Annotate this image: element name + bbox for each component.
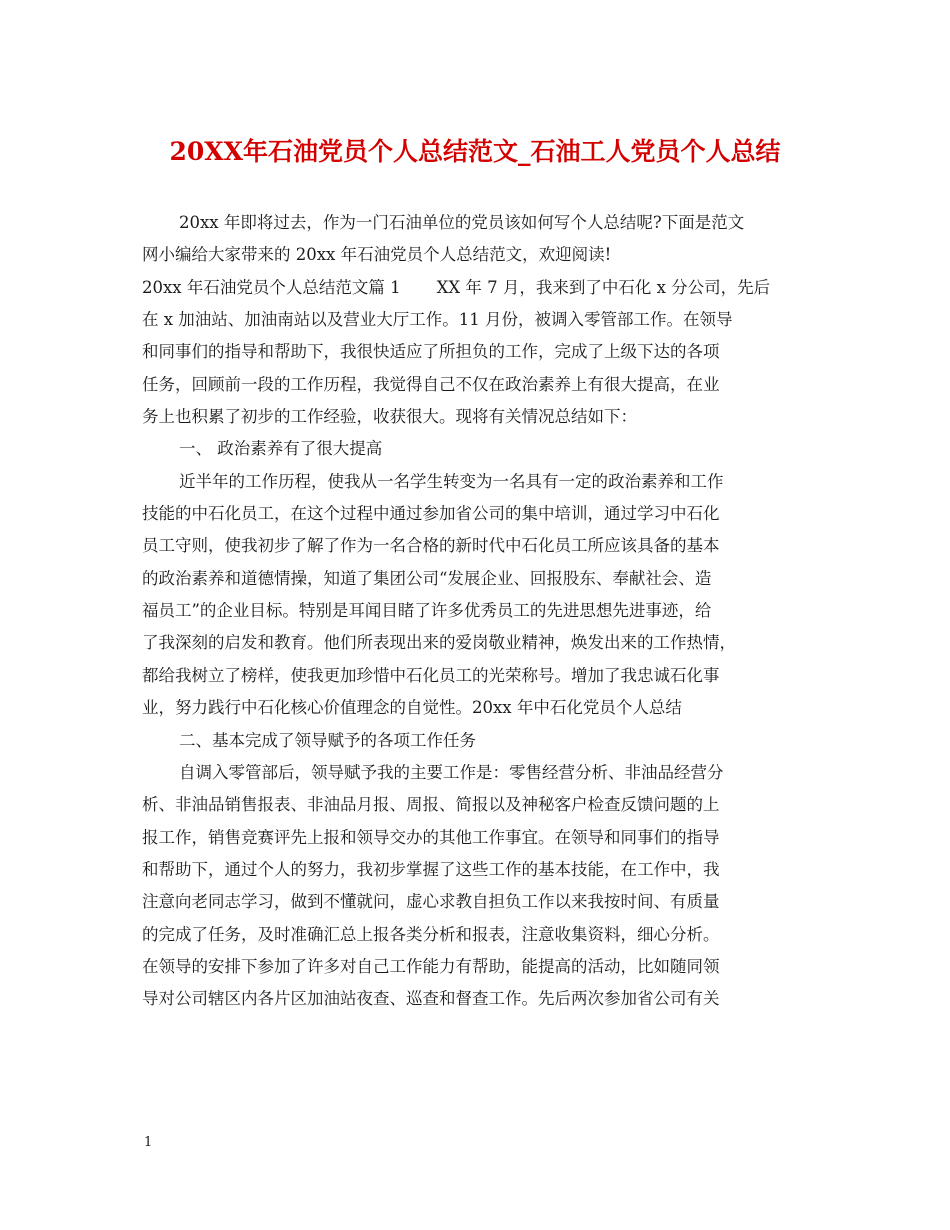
paragraph-line: 员工守则，使我初步了解了作为一名合格的新时代中石化员工所应该具备的基本: [142, 536, 720, 556]
paragraph-line: 务上也积累了初步的工作经验，收获很大。现将有关情况总结如下：: [142, 407, 637, 427]
section-heading: 一、 政治素养有了很大提高: [179, 439, 383, 459]
paragraph-line: 福员工”的企业目标。特别是耳闻目睹了许多优秀员工的先进思想先进事迹，给: [142, 601, 712, 621]
paragraph-line: 注意向老同志学习，做到不懂就问，虚心求教自担负工作以来我按时间、有质量: [142, 892, 720, 912]
paragraph-line: 都给我树立了榜样，使我更加珍惜中石化员工的光荣称号。增加了我忠诚石化事: [142, 665, 720, 685]
paragraph-line: 任务，回顾前一段的工作历程，我觉得自己不仅在政治素养上有很大提高，在业: [142, 374, 720, 394]
paragraph-line: [142, 272, 806, 304]
paragraph-line: 网小编给大家带来的 20xx 年石油党员个人总结范文，欢迎阅读!: [142, 245, 612, 265]
paragraph-line: 在 x 加油站、加油南站以及营业大厅工作。11 月份，被调入零管部工作。在领导: [142, 310, 733, 330]
paragraph-line: 业，努力践行中石化核心价值理念的自觉性。20xx 年中石化党员个人总结: [142, 698, 682, 718]
section-heading-inline: 20xx 年石油党员个人总结范文篇 1: [142, 277, 401, 297]
paragraph-line: 了我深刻的启发和教育。他们所表现出来的爱岗敬业精神，焕发出来的工作热情，: [142, 633, 736, 653]
paragraph-text: XX 年 7 月，我来到了中石化 x 分公司，先后: [436, 277, 771, 297]
paragraph-line: 和同事们的指导和帮助下，我很快适应了所担负的工作，完成了上级下达的各项: [142, 342, 720, 362]
paragraph-line: 析、非油品销售报表、非油品月报、周报、简报以及神秘客户检查反馈问题的上: [142, 795, 720, 815]
paragraph-line: 在领导的安排下参加了许多对自己工作能力有帮助，能提高的活动，比如随同领: [142, 956, 720, 976]
paragraph-line: 的政治素养和道德情操，知道了集团公司“发展企业、回报股东、奉献社会、造: [142, 568, 712, 588]
paragraph-line: 20xx 年即将过去，作为一门石油单位的党员该如何写个人总结呢?下面是范文: [179, 213, 745, 232]
paragraph-line: 导对公司辖区内各片区加油站夜查、巡查和督查工作。先后两次参加省公司有关: [142, 989, 720, 1009]
paragraph-line: 的完成了任务，及时准确汇总上报各类分析和报表，注意收集资料，细心分析。: [142, 924, 720, 944]
page-number: 1: [144, 1135, 153, 1150]
paragraph-line: 和帮助下，通过个人的努力，我初步掌握了这些工作的基本技能，在工作中，我: [142, 859, 720, 879]
paragraph-line: 自调入零管部后，领导赋予我的主要工作是：零售经营分析、非油品经营分: [179, 762, 724, 782]
document-title: 20XX年石油党员个人总结范文_石油工人党员个人总结: [169, 137, 781, 166]
paragraph-line: 技能的中石化员工，在这个过程中通过参加省公司的集中培训，通过学习中石化: [142, 504, 720, 524]
section-heading: 二、基本完成了领导赋予的各项工作任务: [179, 730, 476, 750]
document-body: [142, 207, 806, 1016]
paragraph-line: 近半年的工作历程，使我从一名学生转变为一名具有一定的政治素养和工作: [179, 471, 724, 491]
paragraph-line: 报工作，销售竞赛评先上报和领导交办的其他工作事宜。在领导和同事们的指导: [142, 827, 720, 847]
